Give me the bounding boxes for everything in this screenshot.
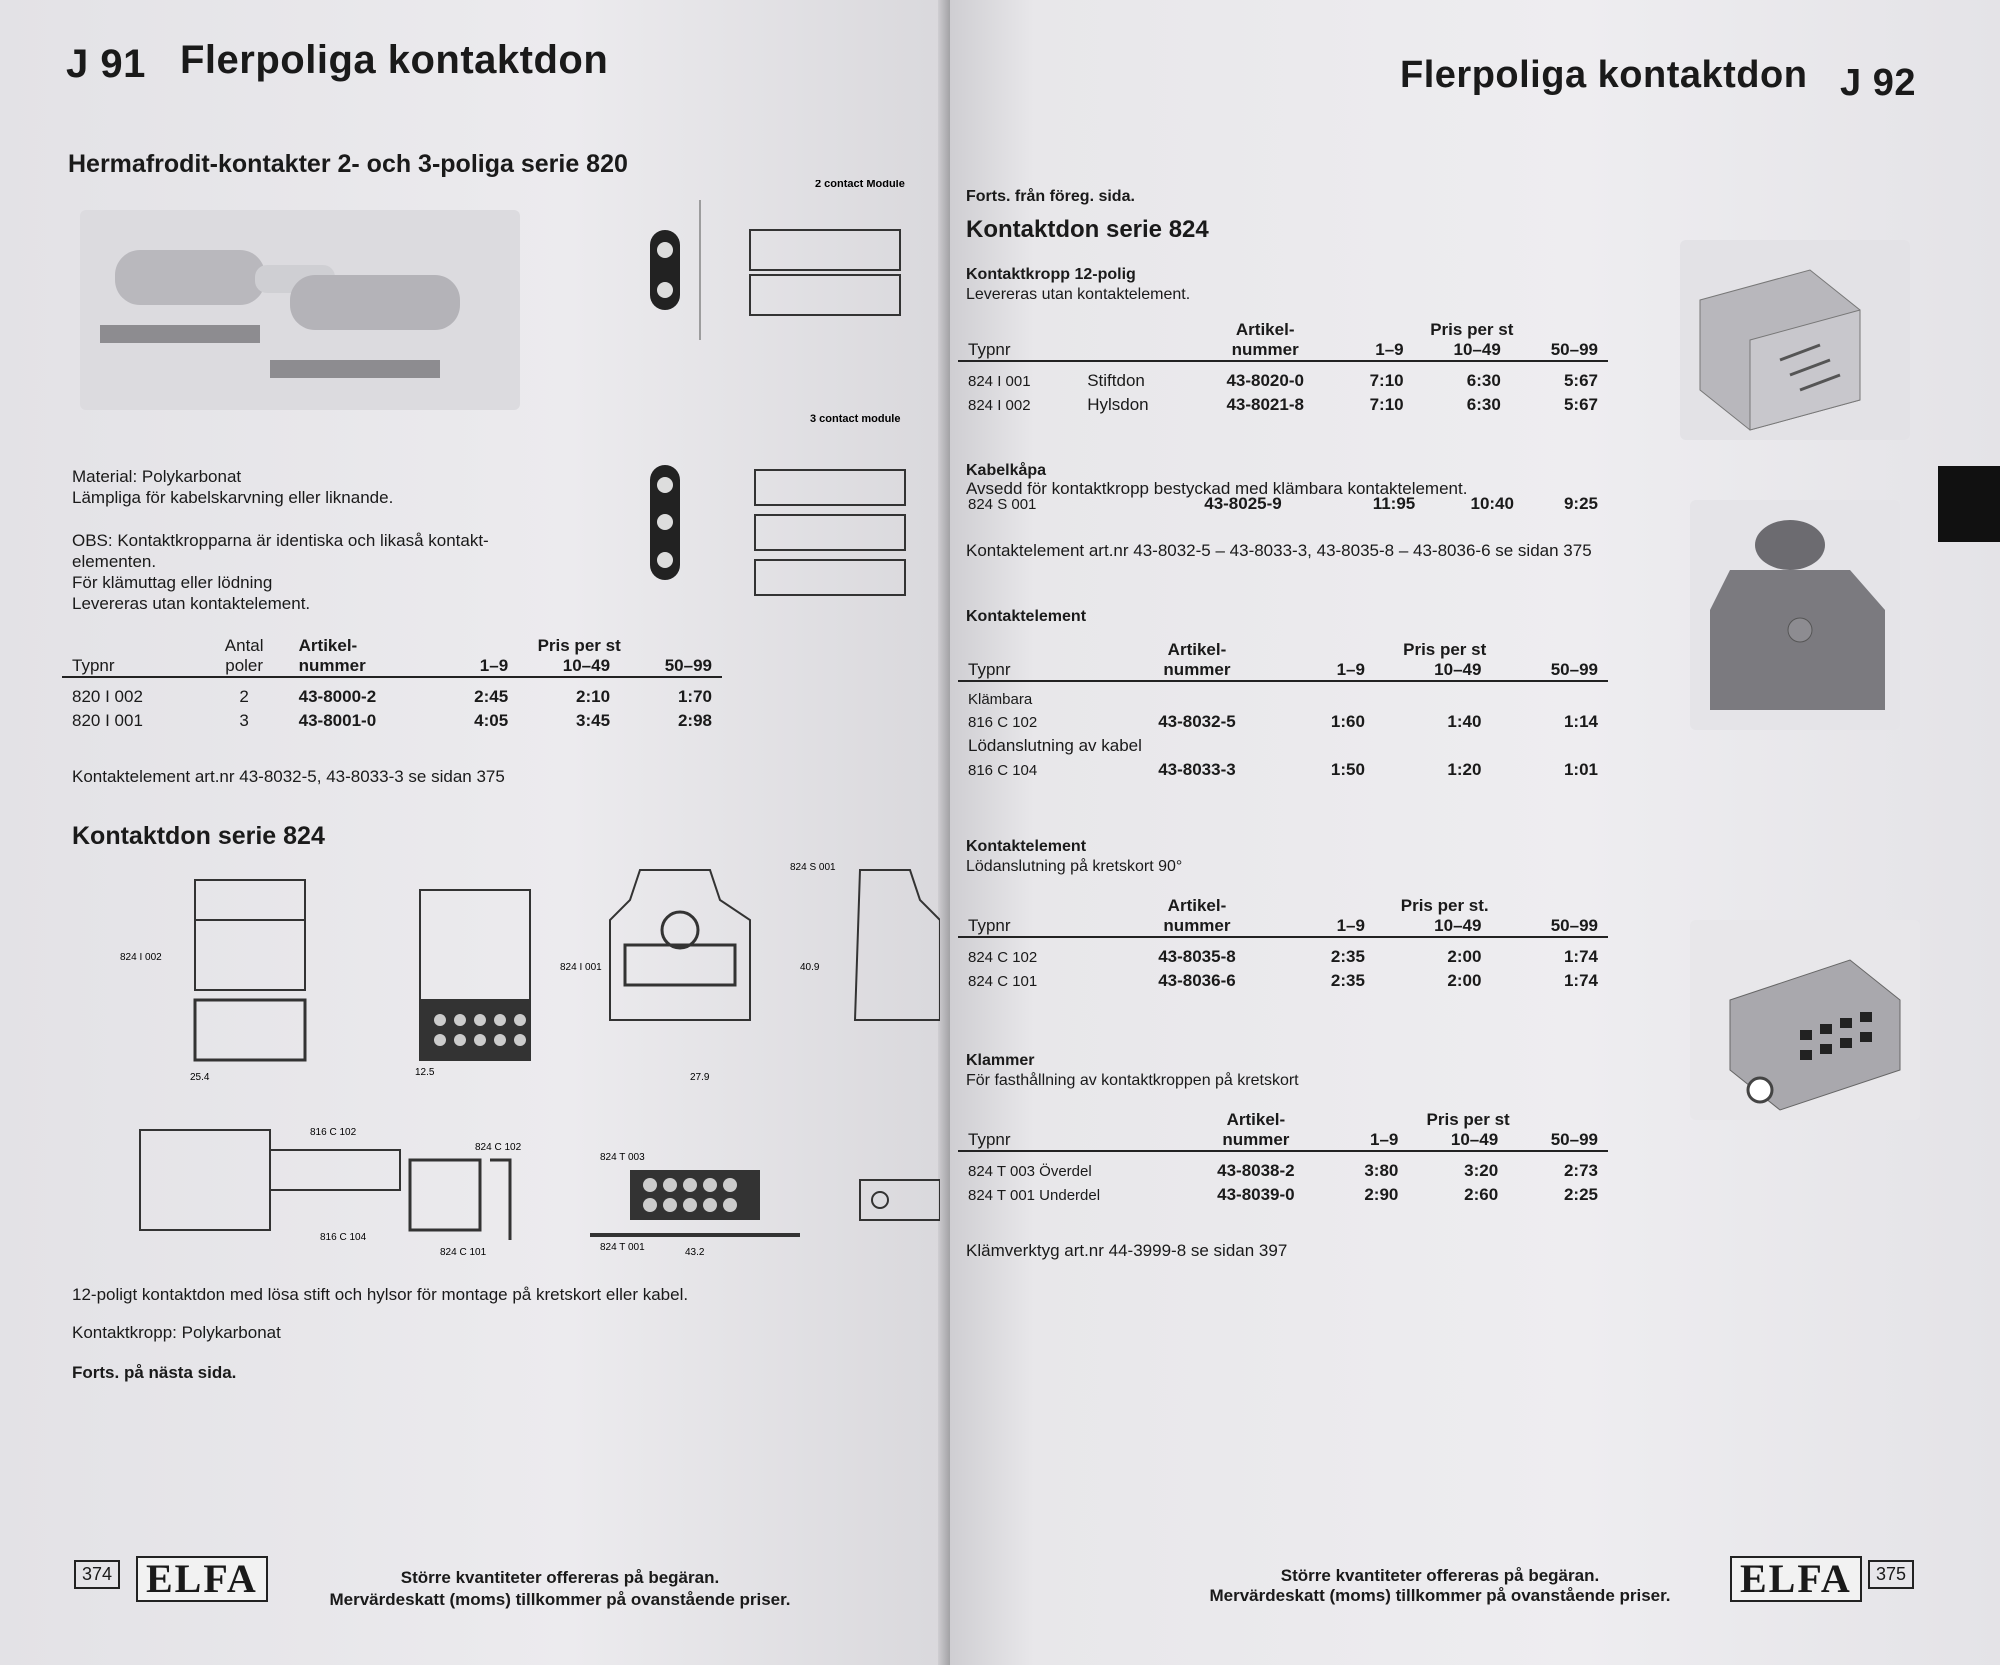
col-q1: 1–9 (479, 656, 509, 675)
table-row: 824 S 001 43-8025-9 11:95 10:40 9:25 (968, 494, 1598, 513)
drawing-dim-25: 25.4 (190, 1072, 210, 1083)
price-table-klammer: Typnr Artikel- Pris per st nummer 1–9 10–49 50–99 824 T 003 Överdel 43-8038-2 3:80 3:20 2:73 824 T 001 Underdel 43-8039-0 2:90 2:60 2:25 (958, 1110, 1608, 1207)
continued-note: Forts. på nästa sida. (72, 1363, 237, 1382)
product-photo-kabelkapa (1690, 500, 1900, 730)
table-row: 824 I 002 Hylsdon 43-8021-8 7:10 6:30 5:67 (968, 395, 1598, 414)
col-q2: 10–49 (562, 656, 611, 675)
footer-line-2: Mervärdeskatt (moms) tillkommer på ovanstående priser. (329, 1590, 791, 1609)
element2-subtitle: Lödanslutning på kretskort 90° (966, 858, 1183, 875)
material-text: Material: Polykarbonat (72, 467, 242, 486)
section-tab-marker (1938, 466, 2000, 542)
elfa-logo-left: ELFA (136, 1556, 268, 1602)
table-row: 820 I 001 3 43-8001-0 4:05 3:45 2:98 (72, 711, 712, 730)
page-header-title: Flerpoliga kontaktdon (180, 38, 609, 82)
product-photo-820 (80, 210, 520, 410)
page-number-374: 374 (74, 1560, 120, 1589)
obs-line-2: elementen. (72, 552, 157, 571)
table-row: 824 T 001 Underdel 43-8039-0 2:90 2:60 2:25 (968, 1185, 1598, 1204)
footer-line-1: Större kvantiteter offereras på begäran. (1280, 1566, 1600, 1585)
table-row: 824 I 001 Stiftdon 43-8020-0 7:10 6:30 5:67 (968, 371, 1598, 390)
section-title-824: Kontaktdon serie 824 (72, 822, 325, 850)
page-header-code: J 91 (66, 42, 146, 86)
kropp-title: Kontaktkropp 12-polig (966, 266, 1136, 283)
klammer-note: Klämverktyg art.nr 44-3999-8 se sidan 397 (966, 1241, 1288, 1260)
continued-from-note: Forts. från föreg. sida. (966, 188, 1135, 205)
drawing-3-contact (640, 410, 940, 640)
obs-line-4: Levereras utan kontaktelement. (72, 594, 311, 613)
right-page (950, 0, 2000, 1665)
table-row: 816 C 104 43-8033-3 1:50 1:20 1:01 (968, 760, 1598, 779)
element1-title: Kontaktelement (966, 608, 1087, 625)
page-header-code: J 92 (1840, 62, 1916, 104)
table-row: 820 I 002 2 43-8000-2 2:45 2:10 1:70 (72, 687, 712, 706)
drawing-label-824-C-101: 824 C 101 (440, 1247, 487, 1258)
obs-line-1: OBS: Kontaktkropparna är identiska och likaså kontakt- (72, 531, 489, 550)
product-photo-kontaktkropp (1680, 240, 1910, 440)
drawing-824-assembly (110, 860, 940, 1290)
drawing-2-contact (640, 180, 940, 380)
obs-line-3: För klämuttag eller lödning (72, 573, 273, 592)
drawing-label-816-C-102: 816 C 102 (310, 1127, 357, 1138)
drawing-label-824-T-001: 824 T 001 (600, 1242, 645, 1253)
col-typnr: Typnr (72, 656, 115, 675)
footer-line-2: Mervärdeskatt (moms) tillkommer på ovanstående priser. (1209, 1586, 1671, 1605)
drawing-label-824-C-102: 824 C 102 (475, 1142, 522, 1153)
contact-element-note: Kontaktelement art.nr 43-8032-5, 43-8033-3 se sidan 375 (72, 767, 505, 786)
product-photo-pcb-connector (1690, 920, 1920, 1120)
table-row: 824 C 102 43-8035-8 2:35 2:00 1:74 (968, 947, 1598, 966)
col-poler: poler (225, 656, 264, 675)
col-pris: Pris per st (537, 636, 621, 655)
drawing-label-824-T-003: 824 T 003 (600, 1152, 645, 1163)
section-title-820: Hermafrodit-kontakter 2- och 3-poliga serie 820 (68, 150, 628, 178)
price-table-kropp: Typnr Artikel- Pris per st nummer 1–9 10–49 50–99 824 I 001 Stiftdon 43-8020-0 7:10 6:30 5:67 824 I 002 Hylsdon 43-8021-8 7:10 6:30 5:67 (958, 320, 1608, 417)
page-number-375: 375 (1868, 1560, 1914, 1589)
drawing-label-824-I-002: 824 I 002 (120, 952, 162, 963)
table-row: 824 T 003 Överdel 43-8038-2 3:80 3:20 2:73 (968, 1161, 1598, 1180)
drawing-label-2: 2 contact Module (815, 180, 905, 191)
price-table-element1: Typnr Artikel- Pris per st nummer 1–9 10–49 50–99 Klämbara 816 C 102 43-8032-5 1:60 1:40 1:14 Lödanslutning av kabel 816 C 104 43-8033-3 1:50 1:20 1:01 (958, 640, 1608, 782)
kapa-subtitle: Avsedd för kontaktkropp bestyckad med klämbara kontaktelement. (966, 479, 1468, 498)
price-table-element2: Typnr Artikel- Pris per st. nummer 1–9 10–49 50–99 824 C 102 43-8035-8 2:35 2:00 1:74 824 C 101 43-8036-6 2:35 2:00 1:74 (958, 896, 1608, 993)
drawing-label-3: 3 contact module (810, 413, 901, 426)
elfa-logo-right: ELFA (1730, 1556, 1862, 1602)
col-artikel: Artikel- (298, 636, 358, 655)
kapa-title: Kabelkåpa (966, 462, 1047, 479)
left-page (0, 0, 950, 1665)
price-table-820 (62, 636, 722, 733)
section-title-824: Kontaktdon serie 824 (966, 216, 1209, 243)
usage-text: Lämpliga för kabelskarvning eller liknande. (72, 488, 394, 507)
drawing-label-816-C-104: 816 C 104 (320, 1232, 367, 1243)
drawing-label-824-I-001: 824 I 001 (560, 962, 602, 973)
drawing-dim-43: 43.2 (685, 1247, 705, 1258)
drawing-dim-27: 27.9 (690, 1072, 710, 1083)
col-antal: Antal (224, 636, 264, 655)
page-header-title: Flerpoliga kontaktdon (1400, 54, 1808, 96)
drawing-dim-40: 40.9 (800, 962, 820, 973)
klammer-subtitle: För fasthållning av kontaktkroppen på kretskort (966, 1072, 1299, 1089)
klammer-title: Klammer (966, 1052, 1035, 1069)
price-table-kapa (958, 492, 1608, 516)
kropp-subtitle: Levereras utan kontaktelement. (966, 286, 1191, 303)
series-824-description: 12-poligt kontaktdon med lösa stift och hylsor för montage på kretskort eller kabel. (72, 1285, 689, 1304)
table-row: 816 C 102 43-8032-5 1:60 1:40 1:14 (968, 712, 1598, 731)
col-nummer: nummer (298, 656, 366, 675)
drawing-label-824-S-001: 824 S 001 (790, 862, 836, 873)
footer-line-1: Större kvantiteter offereras på begäran. (400, 1568, 720, 1587)
drawing-dim-12: 12.5 (415, 1067, 435, 1078)
series-824-material: Kontaktkropp: Polykarbonat (72, 1323, 281, 1342)
kapa-note: Kontaktelement art.nr 43-8032-5 – 43-8033-3, 43-8035-8 – 43-8036-6 se sidan 375 (966, 541, 1592, 560)
table-row: 824 C 101 43-8036-6 2:35 2:00 1:74 (968, 971, 1598, 990)
element2-title: Kontaktelement (966, 838, 1087, 855)
col-q3: 50–99 (664, 656, 712, 675)
